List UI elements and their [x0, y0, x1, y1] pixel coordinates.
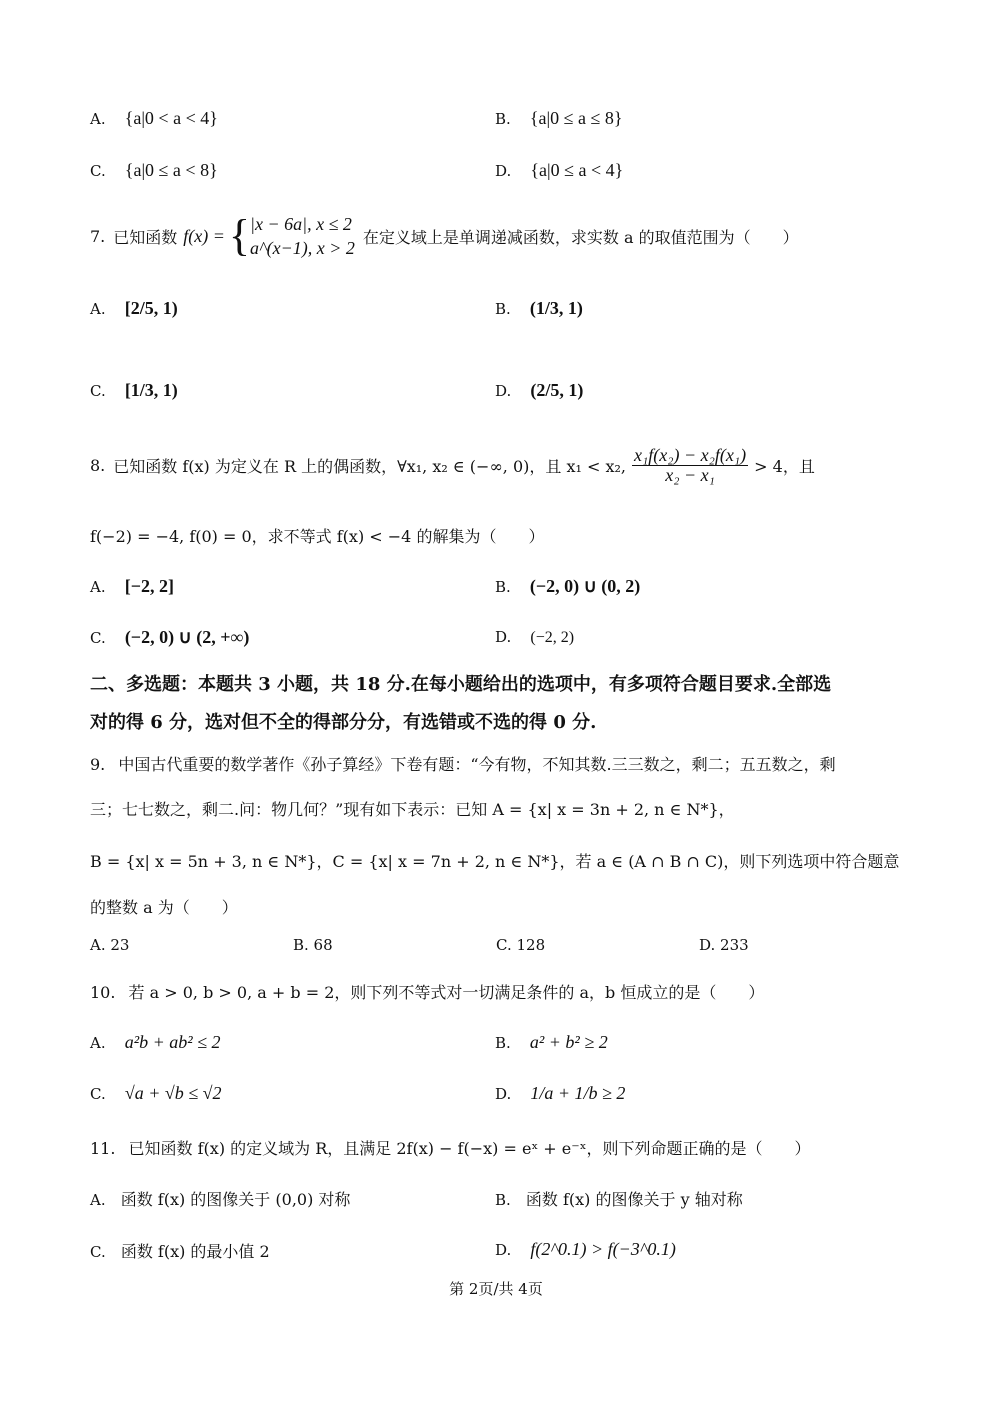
question-number: 7. [90, 226, 106, 246]
q9-option-c: C. 128 [496, 936, 546, 954]
q9-option-d: D. 233 [699, 936, 749, 954]
q11-option-a [90, 1187, 350, 1210]
option-text: √a + √b ≤ √2 [124, 1083, 222, 1103]
question-text: f(−2) = −4, f(0) = 0，求不等式 f(x) < −4 的解集为（ ） [90, 527, 545, 546]
q7-option-b [495, 298, 583, 319]
option-label: B. [495, 578, 511, 596]
option-text: 函数 f(x) 的最小值 2 [120, 1242, 270, 1261]
question-text: 若 a > 0, b > 0, a + b = 2，则下列不等式对一切满足条件的 a，b 恒成立的是（ ） [128, 983, 765, 1002]
question-10 [90, 980, 764, 1003]
option-text: 1/a + 1/b ≥ 2 [530, 1083, 626, 1103]
option-label: D. [495, 1085, 512, 1103]
section-heading-line-2: 对的得 6 分，选对但不全的得部分分，有选错或不选的得 0 分. [90, 712, 597, 733]
question-11 [90, 1136, 811, 1159]
case-1: |x − 6a|, x ≤ 2 [250, 214, 352, 234]
q9-option-b: B. 68 [293, 936, 333, 954]
option-text: f(2^0.1) > f(−3^0.1) [530, 1239, 676, 1259]
q7-option-c [90, 380, 178, 401]
case-2: a^(x−1), x > 2 [250, 238, 355, 258]
option-label: C. [90, 1085, 106, 1103]
option-label: B. [495, 110, 511, 128]
option-text: [1/3, 1) [124, 380, 178, 400]
option-label: A. [90, 110, 106, 128]
piecewise-cases [250, 212, 355, 260]
option-text: (−2, 2) [530, 629, 575, 646]
q10-option-a [90, 1032, 221, 1053]
q7-option-a [90, 298, 178, 319]
option-text: (2/5, 1) [530, 380, 584, 400]
option-text: (1/3, 1) [529, 298, 583, 318]
option-text: {a|0 < a < 4} [124, 108, 218, 128]
fraction [632, 446, 748, 485]
option-text: [2/5, 1) [124, 298, 178, 318]
q10-option-b [495, 1032, 608, 1053]
option-label: B. [495, 1191, 511, 1209]
q6-option-c [90, 160, 218, 181]
question-9-line-4: 的整数 a 为（ ） [90, 898, 238, 917]
option-text: {a|0 ≤ a < 4} [530, 160, 624, 180]
option-label: C. [90, 1243, 106, 1261]
option-label: B. [495, 300, 511, 318]
q8-option-a [90, 576, 174, 597]
question-number: 10. [90, 983, 116, 1002]
question-text: 已知函数 f(x) 的定义域为 R，且满足 2f(x) − f(−x) = eˣ + e⁻ˣ，则下列命题正确的是（ ） [128, 1139, 811, 1158]
q11-option-d [495, 1239, 676, 1260]
option-text: a² + b² ≥ 2 [529, 1032, 608, 1052]
page-footer: 第 2页/共 4页 [449, 1280, 543, 1298]
q8-option-b [495, 576, 640, 597]
q6-option-d [495, 160, 623, 181]
fraction-numerator: x₁f(x₂) − x₂f(x₁) [634, 445, 747, 465]
function-name: f(x) = [183, 225, 225, 246]
question-number: 9. [90, 755, 106, 774]
q10-option-d [495, 1083, 625, 1104]
option-label: A. [90, 300, 106, 318]
q10-option-c [90, 1083, 221, 1104]
option-text: (−2, 0) ∪ (2, +∞) [124, 627, 250, 647]
option-text: 函数 f(x) 的图像关于 (0,0) 对称 [120, 1190, 351, 1209]
question-text-tail: > 4，且 [754, 456, 815, 476]
option-text: [−2, 2] [124, 576, 174, 596]
option-label: A. [90, 578, 106, 596]
option-text: a²b + ab² ≤ 2 [124, 1032, 221, 1052]
question-9-line-1 [90, 752, 836, 775]
question-tail: 在定义域上是单调递减函数，求实数 a 的取值范围为（ ） [362, 227, 799, 247]
brace-symbol: { [228, 211, 251, 260]
q8-option-d [495, 627, 574, 647]
q9-option-a: A. 23 [90, 936, 130, 954]
q7-option-d [495, 380, 583, 401]
q6-option-a [90, 108, 218, 129]
question-number: 8. [90, 455, 106, 475]
question-number: 11. [90, 1139, 116, 1158]
option-label: D. [495, 382, 512, 400]
option-text: {a|0 ≤ a < 8} [124, 160, 218, 180]
question-8-line-1 [90, 446, 815, 485]
question-9-line-3: B = {x| x = 5n + 3, n ∈ N*}，C = {x| x = 7n + 2, n ∈ N*}，若 a ∈ (A ∩ B ∩ C)，则下列选项中符合题意 [90, 852, 900, 871]
fraction-denominator: x₂ − x₁ [665, 464, 715, 485]
question-text: 中国古代重要的数学著作《孙子算经》下卷有题：“今有物，不知其数.三三数之，剩二；五五数之，剩 [118, 755, 836, 774]
option-label: A. [90, 1034, 106, 1052]
question-9-line-2: 三；七七数之，剩二.问：物几何？”现有如下表示：已知 A = {x| x = 3n + 2, n ∈ N*}， [90, 800, 735, 819]
option-label: C. [90, 629, 106, 647]
q6-option-b [495, 108, 623, 129]
section-heading-line-1: 二、多选题：本题共 3 小题，共 18 分.在每小题给出的选项中，有多项符合题目要求.全部选 [90, 674, 832, 695]
option-text: (−2, 0) ∪ (0, 2) [529, 576, 641, 596]
option-label: B. [495, 1034, 511, 1052]
option-label: D. [495, 1241, 512, 1259]
q11-option-c [90, 1239, 270, 1262]
option-label: D. [495, 162, 512, 180]
question-8-line-2 [90, 524, 544, 547]
option-label: C. [90, 162, 106, 180]
q8-option-c [90, 627, 249, 648]
option-text: {a|0 ≤ a ≤ 8} [529, 108, 623, 128]
question-7 [90, 212, 799, 260]
q11-option-b [495, 1187, 743, 1210]
option-text: 函数 f(x) 的图像关于 y 轴对称 [525, 1190, 743, 1209]
option-label: D. [495, 628, 512, 646]
option-label: C. [90, 382, 106, 400]
option-label: A. [90, 1191, 106, 1209]
question-lead: 已知函数 [113, 227, 178, 247]
question-text: 已知函数 f(x) 为定义在 R 上的偶函数，∀x₁, x₂ ∈ (−∞, 0)，且 x₁ < x₂, [113, 456, 627, 476]
